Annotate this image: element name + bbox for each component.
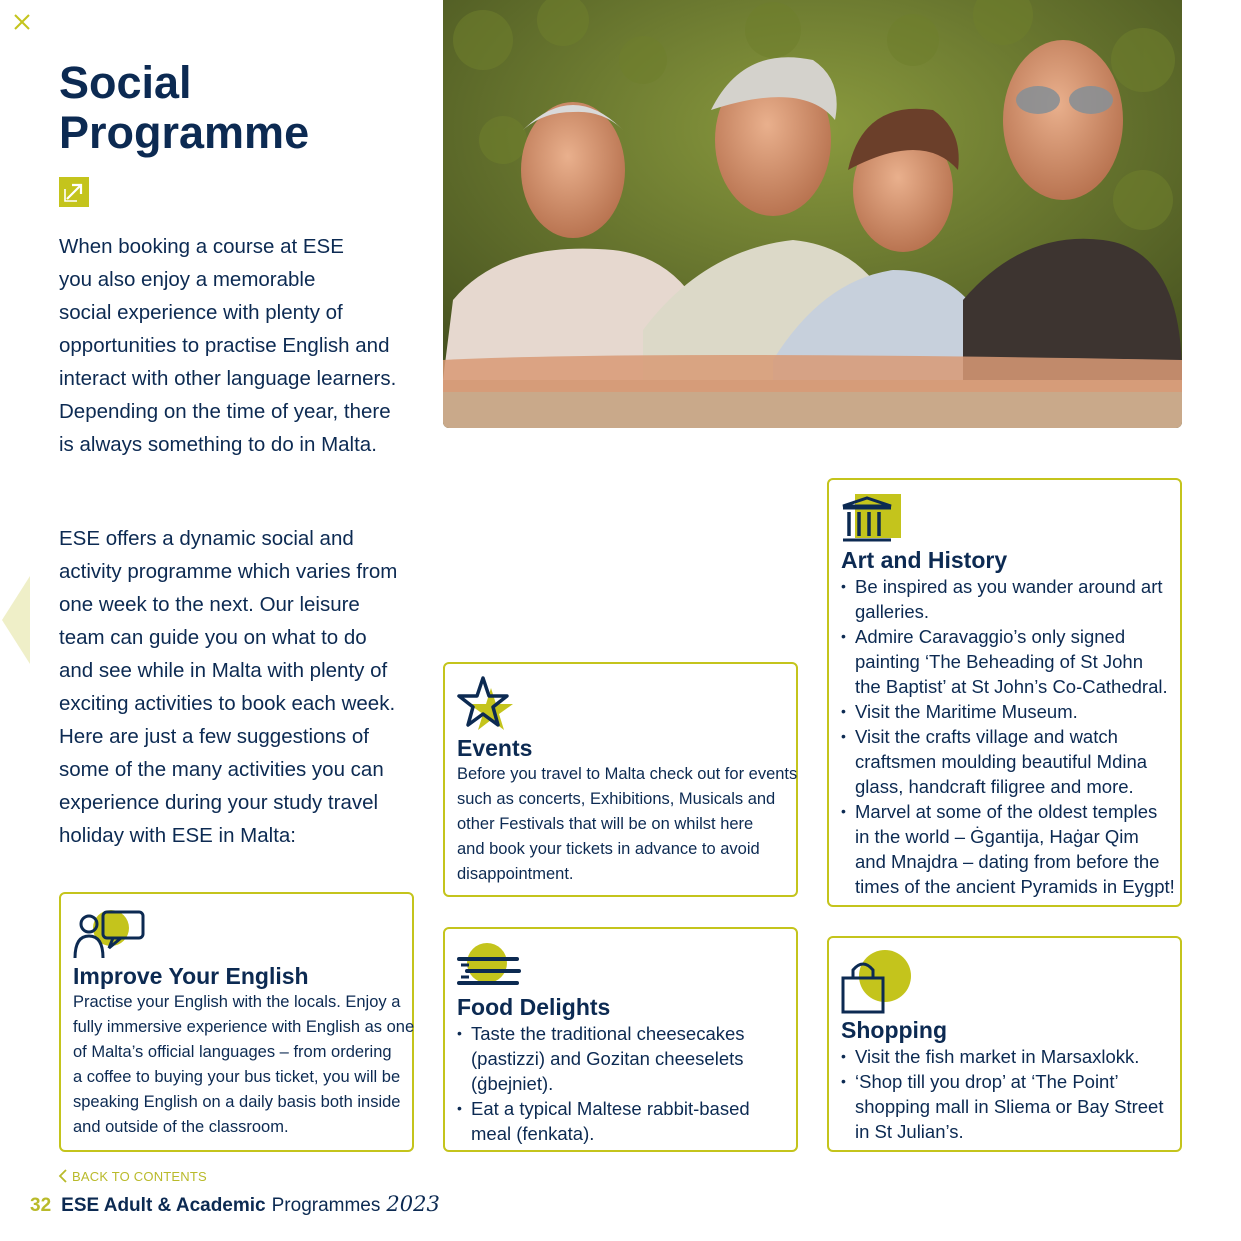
list-item-line: painting ‘The Beheading of St John [855,651,1143,672]
list-item [457,1096,784,1146]
food-delights-card [443,927,798,1152]
list-item-line: • Visit the Maritime Museum. [855,701,1078,722]
external-link-icon[interactable] [59,177,89,207]
card-title: Shopping [841,1017,948,1043]
intro-line: interact with other language learners. [59,367,397,390]
intro-line: social experience with plenty of [59,301,343,324]
list-item-line: glass, handcraft filigree and more. [855,776,1134,797]
plate-fork-icon [457,941,521,993]
close-icon[interactable] [10,10,34,34]
page-title-line: Social [59,57,192,108]
temple-icon [841,492,903,546]
star-icon [457,676,519,734]
shopping-list [841,1044,1168,1144]
improve-english-card [59,892,414,1152]
list-item [841,1069,1168,1144]
card-text-line: and book your tickets in advance to avoid [457,840,760,858]
list-item-line: craftsmen moulding beautiful Mdina [855,751,1148,772]
intro-line: is always something to do in Malta. [59,433,377,456]
card-text-line: speaking English on a daily basis both inside [73,1093,401,1111]
intro-line: Here are just a few suggestions of [59,725,369,748]
card-text-line: and outside of the classroom. [73,1118,289,1136]
list-item [841,624,1168,699]
card-text-line: such as concerts, Exhibitions, Musicals and [457,790,776,808]
list-item [841,724,1168,799]
chevron-left-icon [58,1168,68,1184]
intro-line: When booking a course at ESE [59,235,344,258]
list-item [841,1044,1168,1069]
card-title: Food Delights [457,994,611,1020]
chat-people-icon [73,906,149,962]
list-item-line: • Be inspired as you wander around art [855,576,1163,597]
list-item-line: meal (fenkata). [471,1123,595,1144]
page-number: 32 [30,1195,52,1216]
intro-line: you also enjoy a memorable [59,268,316,291]
shopping-bag-icon [841,950,917,1016]
card-title: Improve Your English [73,963,309,989]
card-text-line: Practise your English with the locals. Enjoy a [73,993,401,1011]
intro-line: activity programme which varies from [59,560,398,583]
list-item-line: galleries. [855,601,930,622]
list-item-line: in the world – Ġgantija, Haġar Qim [855,826,1139,847]
food-list [457,1021,784,1146]
list-item [841,699,1168,724]
chevron-left-icon[interactable] [0,574,32,666]
intro-line: experience during your study travel [59,791,379,814]
page-footer [30,1192,440,1217]
brand-programmes: Programmes [271,1195,381,1216]
list-item-line: times of the ancient Pyramids in Eygpt! [855,876,1175,897]
list-item-line: shopping mall in Sliema or Bay Street [855,1096,1164,1117]
list-item-line: • Marvel at some of the oldest temples [855,801,1158,822]
list-item-line: (pastizzi) and Gozitan cheeselets [471,1048,744,1069]
list-item-line: • Eat a typical Maltese rabbit-based [471,1098,750,1119]
card-text [73,990,415,1140]
list-item-line: • Visit the crafts village and watch [855,726,1118,747]
back-to-contents-link[interactable] [58,1168,207,1184]
intro-line: ESE offers a dynamic social and [59,527,354,550]
list-item-line: in St Julian’s. [855,1121,964,1142]
card-text-line: other Festivals that will be on whilst here [457,815,754,833]
intro-line: Depending on the time of year, there [59,400,391,423]
intro-line: exciting activities to book each week. [59,692,396,715]
intro-line: opportunities to practise English and [59,334,390,357]
card-text-line: fully immersive experience with English as one [73,1018,415,1036]
brand-year: 2023 [386,1192,440,1216]
intro-line: and see while in Malta with plenty of [59,659,388,682]
intro-line: some of the many activities you can [59,758,384,781]
card-text-line: disappointment. [457,865,574,883]
card-text-line: of Malta’s official languages – from ordering [73,1043,392,1061]
intro-line: holiday with ESE in Malta: [59,824,297,847]
card-text-line: a coffee to buying your bus ticket, you will be [73,1068,401,1086]
list-item [841,799,1175,899]
activities-paragraph [59,522,409,852]
events-card [443,662,798,897]
back-to-contents-label: BACK TO CONTENTS [72,1168,207,1184]
intro-line: one week to the next. Our leisure [59,593,360,616]
list-item-line: • ‘Shop till you drop’ at ‘The Point’ [855,1071,1119,1092]
card-title: Art and History [841,547,1008,573]
list-item-line: and Mnajdra – dating from before the [855,851,1160,872]
group-photo [443,0,1182,428]
list-item [457,1021,784,1096]
card-title: Events [457,735,533,761]
intro-line: team can guide you on what to do [59,626,367,649]
shopping-card [827,936,1182,1152]
list-item-line: • Visit the fish market in Marsaxlokk. [855,1046,1140,1067]
list-item-line: • Taste the traditional cheesecakes [471,1023,745,1044]
art-history-card [827,478,1182,907]
list-item-line: • Admire Caravaggio’s only signed [855,626,1126,647]
brand-name: ESE Adult & Academic [61,1195,266,1216]
card-text [457,762,798,887]
intro-paragraph [59,230,409,461]
page-title [59,58,309,158]
list-item-line: (ġbejniet). [471,1073,554,1094]
page-title-line: Programme [59,107,310,158]
art-list [841,574,1175,899]
list-item [841,574,1168,624]
list-item-line: the Baptist’ at St John’s Co-Cathedral. [855,676,1168,697]
card-text-line: Before you travel to Malta check out for events [457,765,798,783]
